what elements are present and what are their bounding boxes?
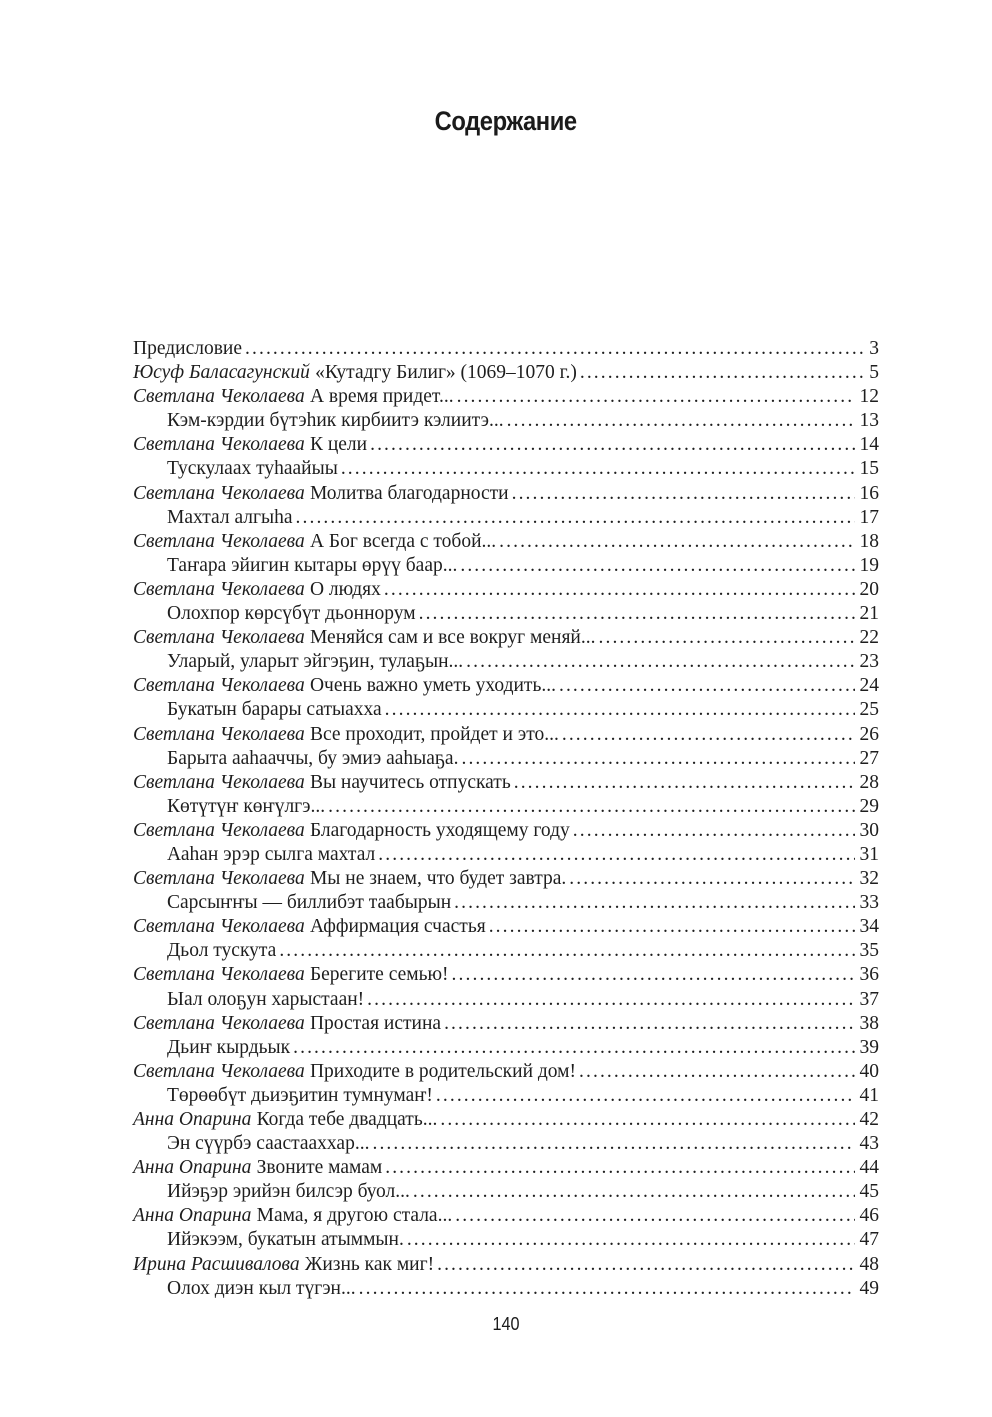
entry-author: Светлана Чеколаева — [133, 1060, 305, 1082]
entry-page: 29 — [859, 795, 879, 817]
entry-page: 27 — [859, 747, 879, 769]
folio — [133, 1314, 879, 1335]
entry-author: Светлана Чеколаева — [133, 819, 305, 841]
toc-entry — [133, 867, 879, 891]
entry-title: Мама, я другою стала... — [256, 1205, 453, 1227]
dot-leader — [372, 1132, 854, 1156]
entry-title: Когда тебе двадцать... — [256, 1109, 438, 1130]
entry-author: Светлана Чеколаева — [133, 771, 305, 793]
dot-leader — [460, 554, 854, 578]
entry-page: 38 — [859, 1012, 879, 1034]
toc-entry — [133, 1277, 879, 1301]
entry-title: Берегите семью! — [309, 964, 449, 986]
entry-page: 49 — [859, 1277, 879, 1299]
entry-title: Приходите в родительский дом! — [309, 1060, 577, 1082]
entry-page: 12 — [859, 386, 879, 408]
dot-leader — [436, 1084, 855, 1108]
entry-title: Аффирмация счастья — [309, 916, 486, 938]
entry-title: Благодарность уходящему году — [309, 819, 570, 841]
dot-leader — [457, 385, 855, 409]
dot-leader — [378, 843, 854, 867]
toc-entry — [133, 337, 879, 361]
toc-entry — [133, 747, 879, 771]
entry-title: Төрөөбүт дьиэҕитин тумнумаҥ! — [167, 1084, 433, 1106]
dot-leader — [489, 915, 855, 939]
dot-leader — [384, 578, 855, 602]
dot-leader — [512, 482, 855, 506]
entry-page: 25 — [859, 699, 879, 721]
dot-leader — [328, 795, 854, 819]
entry-title: Ааһан эрэр сылга махтал — [167, 843, 376, 865]
page-title-text: Содержание — [435, 106, 577, 136]
toc-entry — [133, 1012, 879, 1036]
toc-entry — [133, 433, 879, 457]
toc-entry — [133, 602, 879, 626]
entry-page: 37 — [859, 988, 879, 1010]
entry-title: Молитва благодарности — [309, 482, 509, 504]
entry-page: 15 — [859, 458, 879, 480]
toc-entry — [133, 530, 879, 554]
entry-page: 34 — [859, 916, 879, 938]
dot-leader — [245, 337, 864, 361]
dot-leader — [341, 457, 855, 481]
dot-leader — [293, 1036, 854, 1060]
toc-entry — [133, 1084, 879, 1108]
entry-title: Таҥара эйигин кытары өрүү баар... — [167, 554, 458, 576]
toc-entry — [133, 1060, 879, 1084]
dot-leader — [499, 530, 854, 554]
entry-page: 19 — [859, 554, 879, 576]
entry-title: Эн сүүрбэ саастааххар... — [167, 1133, 370, 1155]
entry-page: 32 — [859, 868, 879, 890]
dot-leader — [514, 771, 855, 795]
entry-title: А время придет... — [309, 386, 454, 408]
dot-leader — [599, 626, 855, 650]
toc-entry — [133, 723, 879, 747]
entry-page: 42 — [859, 1109, 879, 1130]
entry-page: 24 — [859, 675, 879, 697]
toc-entry — [133, 1108, 879, 1132]
entry-title: Очень важно уметь уходить... — [309, 675, 556, 697]
toc-entry — [133, 1180, 879, 1204]
entry-title: Мы не знаем, что будет завтра. — [309, 868, 567, 890]
entry-title: Ийэҕэр эрийэн билсэр буол... — [167, 1181, 410, 1203]
toc-entry — [133, 578, 879, 602]
toc-entry — [133, 771, 879, 795]
entry-title: «Кутадгу Билиг» (1069–1070 г.) — [315, 362, 577, 384]
dot-leader — [385, 698, 855, 722]
toc-entry — [133, 819, 879, 843]
page-title — [133, 106, 879, 137]
entry-title: А Бог всегда с тобой... — [309, 530, 497, 552]
toc-entry — [133, 385, 879, 409]
entry-page: 3 — [869, 338, 879, 359]
entry-title: Жизнь как миг! — [304, 1253, 435, 1275]
toc-entry — [133, 506, 879, 530]
toc-entry — [133, 1132, 879, 1156]
dot-leader — [579, 1060, 854, 1084]
entry-author: Светлана Чеколаева — [133, 482, 305, 504]
entry-page: 41 — [859, 1084, 879, 1106]
dot-leader — [580, 361, 864, 385]
toc-entry — [133, 963, 879, 987]
entry-author: Светлана Чеколаева — [133, 675, 305, 697]
dot-leader — [455, 1204, 854, 1228]
entry-title: О людях — [309, 578, 381, 600]
dot-leader — [573, 819, 855, 843]
dot-leader — [407, 1228, 855, 1252]
toc-entry — [133, 626, 879, 650]
entry-title: Тускулаах туһаайыы — [167, 458, 338, 480]
entry-title: Дьиҥ кырдьык — [167, 1036, 291, 1058]
dot-leader — [370, 433, 854, 457]
entry-title: Дьол тускута — [167, 940, 277, 962]
toc-entry — [133, 939, 879, 963]
toc-entry — [133, 554, 879, 578]
entry-title: Ыал олоҕун харыстаан! — [167, 988, 365, 1010]
entry-page: 14 — [859, 434, 879, 456]
entry-title: Уларый, уларыт эйгэҕин, тулаҕын... — [167, 651, 464, 673]
dot-leader — [559, 674, 855, 698]
entry-page: 40 — [859, 1060, 879, 1082]
dot-leader — [440, 1108, 854, 1132]
entry-page: 5 — [869, 362, 879, 384]
entry-author: Светлана Чеколаева — [133, 530, 305, 552]
toc-entry — [133, 1204, 879, 1228]
entry-page: 35 — [859, 940, 879, 962]
toc-entry — [133, 457, 879, 481]
entry-page: 23 — [859, 651, 879, 673]
dot-leader — [279, 939, 854, 963]
entry-page: 43 — [859, 1133, 879, 1155]
entry-title: Олохпор көрсүбүт дьоннорум — [167, 603, 416, 625]
entry-page: 36 — [859, 964, 879, 986]
entry-page: 39 — [859, 1036, 879, 1058]
entry-page: 31 — [859, 843, 879, 865]
toc-entry — [133, 1156, 879, 1180]
entry-page: 13 — [859, 410, 879, 432]
folio-number: 140 — [492, 1314, 520, 1334]
entry-page: 48 — [859, 1253, 879, 1275]
entry-page: 28 — [859, 771, 879, 793]
dot-leader — [569, 867, 854, 891]
dot-leader — [507, 409, 855, 433]
entry-author: Светлана Чеколаева — [133, 1012, 305, 1034]
dot-leader — [419, 602, 855, 626]
entry-title: Махтал алгыһа — [167, 506, 293, 528]
entry-title: Меняйся сам и все вокруг меняй... — [309, 627, 596, 649]
dot-leader — [367, 988, 854, 1012]
toc-entry — [133, 1253, 879, 1277]
entry-title: Звоните мамам — [256, 1157, 383, 1179]
toc-entry — [133, 409, 879, 433]
entry-page: 26 — [859, 723, 879, 745]
entry-page: 45 — [859, 1181, 879, 1203]
entry-page: 44 — [859, 1157, 879, 1179]
entry-title: Кэм-кэрдии бүтэһик кирбиитэ кэлиитэ... — [167, 410, 504, 432]
entry-author: Анна Опарина — [133, 1205, 252, 1227]
dot-leader — [444, 1012, 854, 1036]
toc-entry — [133, 988, 879, 1012]
entry-author: Светлана Чеколаева — [133, 868, 305, 890]
entry-author: Светлана Чеколаева — [133, 627, 305, 649]
toc-list — [133, 337, 879, 1301]
toc-entry — [133, 674, 879, 698]
toc-entry — [133, 891, 879, 915]
toc-entry — [133, 915, 879, 939]
entry-title: Букатын барары сатыахха — [167, 699, 382, 721]
toc-entry — [133, 482, 879, 506]
dot-leader — [359, 1277, 855, 1301]
dot-leader — [437, 1253, 854, 1277]
entry-title: Предисловие — [133, 338, 243, 359]
entry-author: Светлана Чеколаева — [133, 916, 305, 938]
dot-leader — [461, 747, 854, 771]
dot-leader — [452, 963, 855, 987]
entry-title: Ийэкээм, букатын атыммын. — [167, 1229, 404, 1251]
entry-author: Светлана Чеколаева — [133, 723, 305, 745]
toc-entry — [133, 795, 879, 819]
entry-author: Ирина Расшивалова — [133, 1253, 300, 1275]
entry-page: 21 — [859, 603, 879, 625]
entry-author: Светлана Чеколаева — [133, 386, 305, 408]
entry-author: Анна Опарина — [133, 1109, 252, 1130]
entry-page: 46 — [859, 1205, 879, 1227]
toc-entry — [133, 361, 879, 385]
dot-leader — [385, 1156, 854, 1180]
entry-title: Все проходит, пройдет и это... — [309, 723, 559, 745]
entry-title: Вы научитесь отпускать — [309, 771, 511, 793]
entry-title: К цели — [309, 434, 368, 456]
dot-leader — [466, 650, 854, 674]
entry-author: Юсуф Баласагунский — [133, 362, 310, 384]
entry-page: 47 — [859, 1229, 879, 1251]
entry-title: Көтүтүҥ көҥүлгэ... — [167, 795, 326, 817]
dot-leader — [454, 891, 854, 915]
entry-page: 17 — [859, 506, 879, 528]
entry-author: Светлана Чеколаева — [133, 964, 305, 986]
toc-entry — [133, 698, 879, 722]
entry-page: 16 — [859, 482, 879, 504]
dot-leader — [296, 506, 855, 530]
entry-author: Светлана Чеколаева — [133, 434, 305, 456]
entry-title: Олох диэн кыл түгэн... — [167, 1277, 356, 1299]
dot-leader — [413, 1180, 855, 1204]
entry-title: Сарсыҥҥы — биллибэт таабырын — [167, 892, 452, 914]
entry-page: 18 — [859, 530, 879, 552]
toc-entry — [133, 650, 879, 674]
entry-title: Барыта ааһааччы, бу эмиэ ааһыаҕа. — [167, 747, 459, 769]
toc-entry — [133, 1036, 879, 1060]
entry-author: Анна Опарина — [133, 1157, 252, 1179]
toc-entry — [133, 1228, 879, 1252]
toc-entry — [133, 843, 879, 867]
entry-title: Простая истина — [309, 1012, 442, 1034]
entry-page: 22 — [859, 627, 879, 649]
entry-page: 30 — [859, 819, 879, 841]
entry-page: 20 — [859, 578, 879, 600]
entry-author: Светлана Чеколаева — [133, 578, 305, 600]
entry-page: 33 — [859, 892, 879, 914]
dot-leader — [562, 723, 855, 747]
